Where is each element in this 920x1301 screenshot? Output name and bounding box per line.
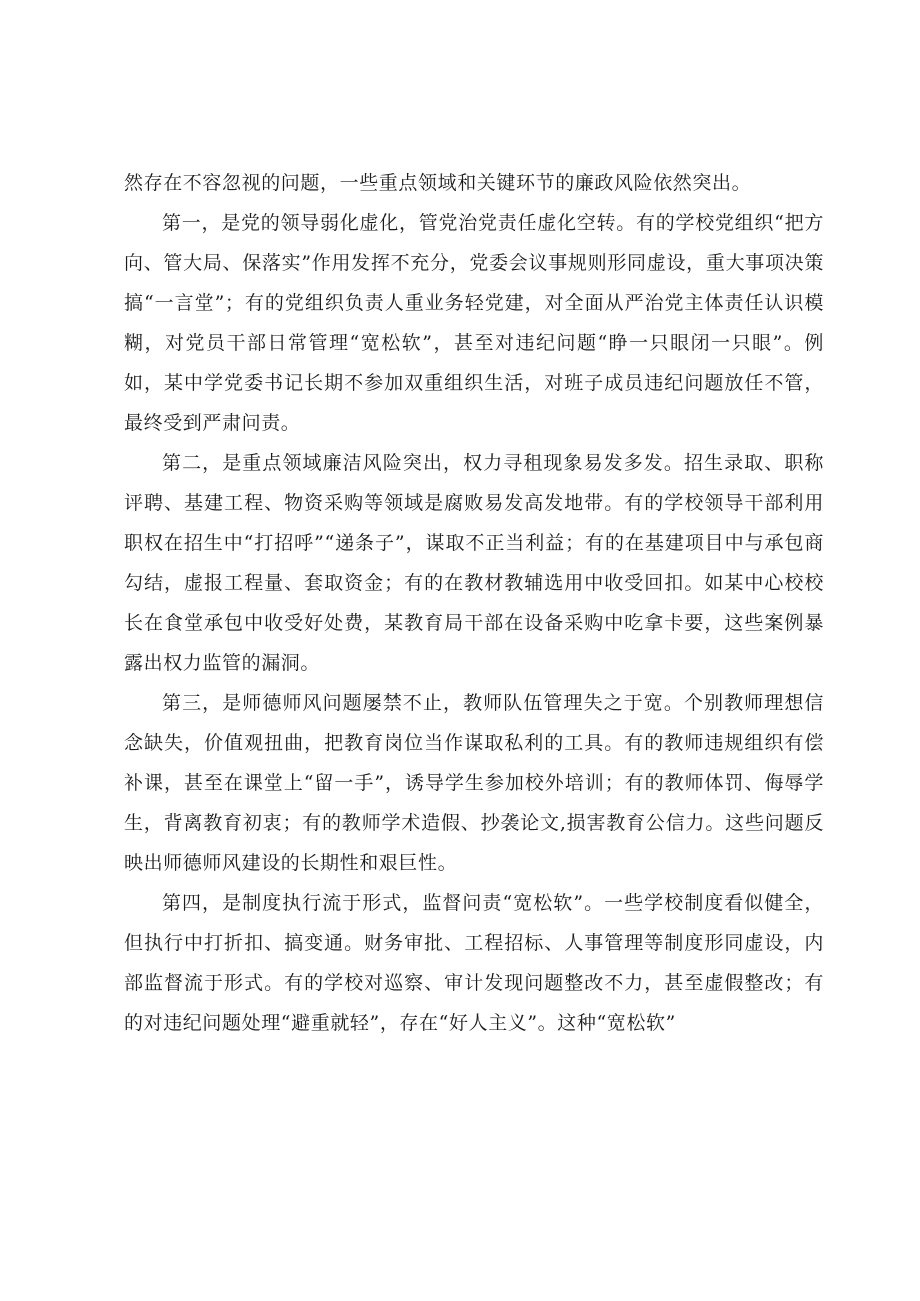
document-body (124, 163, 824, 1043)
paragraph-third-point: 第三，是师德师风问题屡禁不止，教师队伍管理失之于宽。个别教师理想信念缺失，价值观扭曲，把教育岗位当作谋取私利的工具。有的教师违规组织有偿补课，甚至在课堂上“留一手”，诱导学生参加校外培训；有的教师体罚、侮辱学生，背离教育初衷；有的教师学术造假、抄袭论文,损害教育公信力。这些问题反映出师德师风建设的长期性和艰巨性。 (124, 692, 824, 874)
paragraph-continuation: 然存在不容忽视的问题，一些重点领域和关键环节的廉政风险依然突出。 (124, 172, 752, 194)
paragraph-first-point: 第一，是党的领导弱化虚化，管党治党责任虚化空转。有的学校党组织“把方向、管大局、保落实”作用发挥不充分，党委会议事规则形同虚设，重大事项决策搞“一言堂”；有的党组织负责人重业务轻党建，对全面从严治党主体责任认识模糊，对党员干部日常管理“宽松软”，甚至对违纪问题“睁一只眼闭一只眼”。例如，某中学党委书记长期不参加双重组织生活，对班子成员违纪问题放任不管，最终受到严肃问责。 (124, 212, 824, 434)
paragraph-fourth-point: 第四，是制度执行流于形式，监督问责“宽松软”。一些学校制度看似健全，但执行中打折扣、搞变通。财务审批、工程招标、人事管理等制度形同虚设，内部监督流于形式。有的学校对巡察、审计发现问题整改不力，甚至虚假整改；有的对违纪问题处理“避重就轻”，存在“好人主义”。这种“宽松软” (124, 892, 824, 1034)
paragraph-second-point: 第二，是重点领域廉洁风险突出，权力寻租现象易发多发。招生录取、职称评聘、基建工程、物资采购等领域是腐败易发高发地带。有的学校领导干部利用职权在招生中“打招呼”“递条子”，谋取不正当利益；有的在基建项目中与承包商勾结，虚报工程量、套取资金；有的在教材教辅选用中收受回扣。如某中心校校长在食堂承包中收受好处费，某教育局干部在设备采购中吃拿卡要，这些案例暴露出权力监管的漏洞。 (124, 452, 824, 674)
